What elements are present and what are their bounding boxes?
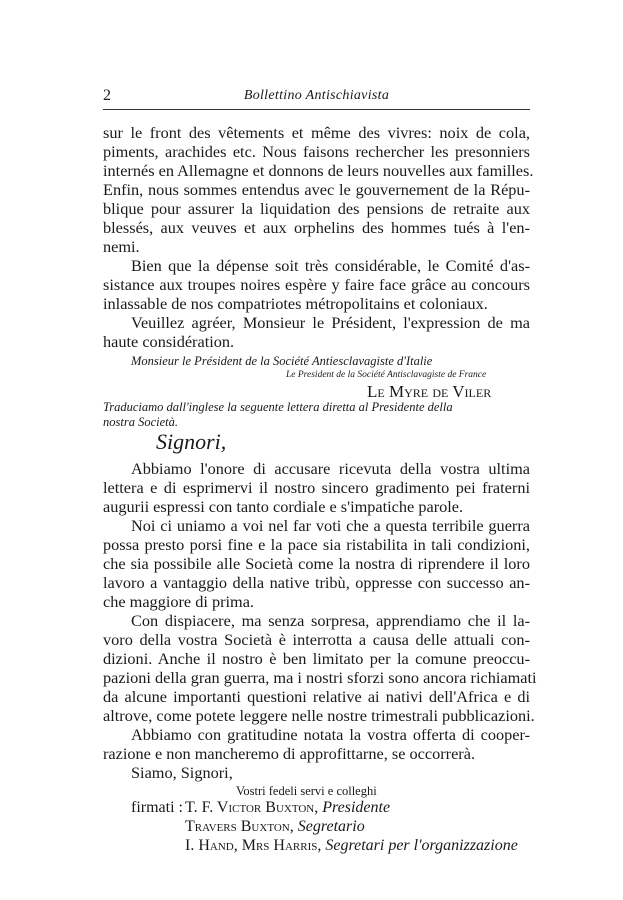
italian-line: altrove, come potete leggere nelle nostre trimestrali pubblicazioni. <box>103 706 535 725</box>
french-line: Veuillez agréer, Monsieur le Président, l'expression de ma <box>131 313 530 332</box>
journal-title: Bollettino Antischiavista <box>243 88 390 103</box>
french-line: inlassable de nos compatriotes métropolitains et coloniaux. <box>103 294 488 313</box>
intro-note-line: nostra Società. <box>103 415 178 429</box>
running-header <box>103 87 530 107</box>
signatory-name: I. Hand, Mrs Harris, <box>185 837 322 854</box>
french-signer-name: Le Myre de Viler <box>367 382 492 401</box>
italian-line: pazioni della gran guerra, ma i nostri sforzi sono ancora richiamati <box>103 668 537 687</box>
signatory-name: T. F. Victor Buxton, <box>185 799 319 816</box>
french-line: blessés, aux veuves et aux orphelins des hommes tués à l'en- <box>103 218 530 237</box>
header-rule <box>103 109 530 110</box>
italian-line: lavoro a vantaggio della native tribù, oppresse con successo an- <box>103 573 530 592</box>
italian-line: che maggiore di prima. <box>103 592 254 611</box>
italian-line: lettera e di esprimervi il nostro sincero gradimento pei fraterni <box>103 478 530 497</box>
italian-line: Abbiamo con gratitudine notata la vostra offerta di cooper- <box>131 725 530 744</box>
italian-line: da alcune importanti questioni relative ai nativi dell'Africa e di <box>103 687 530 706</box>
firmati-label: firmati : <box>131 799 183 816</box>
salutation: Signori, <box>156 429 227 454</box>
signatory-1 <box>185 799 390 817</box>
french-line: piments, arachides etc. Nous faisons rechercher les presonniers <box>103 142 530 161</box>
french-signer-title: Le President de la Société Antisclavagiste de France <box>286 370 487 380</box>
french-line: Bien que la dépense soit très considérable, le Comité d'as- <box>131 256 530 275</box>
french-line: Enfin, nous sommes entendus avec le gouvernement de la Répu- <box>103 180 530 199</box>
intro-note-line: Traduciamo dall'inglese la seguente lettera diretta al Presidente della <box>103 400 453 414</box>
page-number: 2 <box>103 87 111 104</box>
italian-line: Abbiamo l'onore di accusare ricevuta della vostra ultima <box>131 459 530 478</box>
french-line: internés en Allemagne et donnons de leurs nouvelles aux familles. <box>103 161 534 180</box>
french-line: haute considération. <box>103 332 235 351</box>
italian-line: augurii espressi con tanto cordiale e s'impatiche parole. <box>103 497 464 516</box>
italian-line: voro della vostra Società è interrotta a causa delle attuali con- <box>103 630 530 649</box>
italian-line: Siamo, Signori, <box>131 763 233 782</box>
french-line: blique pour assurer la liquidation des pensions de retraite aux <box>103 199 530 218</box>
italian-line: possa presto porsi fine e la pace sia ristabilita in tali condizioni, <box>103 535 530 554</box>
italian-line: che sia possibile alle Società come la nostra di riprendere il loro <box>103 554 530 573</box>
closing-line: Vostri fedeli servi e colleghi <box>236 784 377 798</box>
signatory-name: Travers Buxton, <box>185 818 294 835</box>
french-addressee: Monsieur le Président de la Société Antiesclavagiste d'Italie <box>131 354 433 368</box>
signatory-3 <box>185 837 518 855</box>
signatory-role: Segretario <box>297 818 365 835</box>
signatory-role: Segretari per l'organizzazione <box>325 837 518 854</box>
italian-line: dizioni. Anche il nostro è ben limitato per la comune preoccu- <box>103 649 530 668</box>
signatory-role: Presidente <box>322 799 391 816</box>
signatory-2 <box>185 818 365 836</box>
italian-line: razione e non mancheremo di approfittarne, se occorrerà. <box>103 744 476 763</box>
french-line: sur le front des vêtements et même des vivres: noix de cola, <box>103 123 530 142</box>
italian-line: Con dispiacere, ma senza sorpresa, apprendiamo che il la- <box>131 611 530 630</box>
italian-line: Noi ci uniamo a voi nel far voti che a questa terribile guerra <box>131 516 530 535</box>
french-line: sistance aux troupes noires espère y faire face grâce au concours <box>103 275 530 294</box>
french-line: nemi. <box>103 237 140 256</box>
